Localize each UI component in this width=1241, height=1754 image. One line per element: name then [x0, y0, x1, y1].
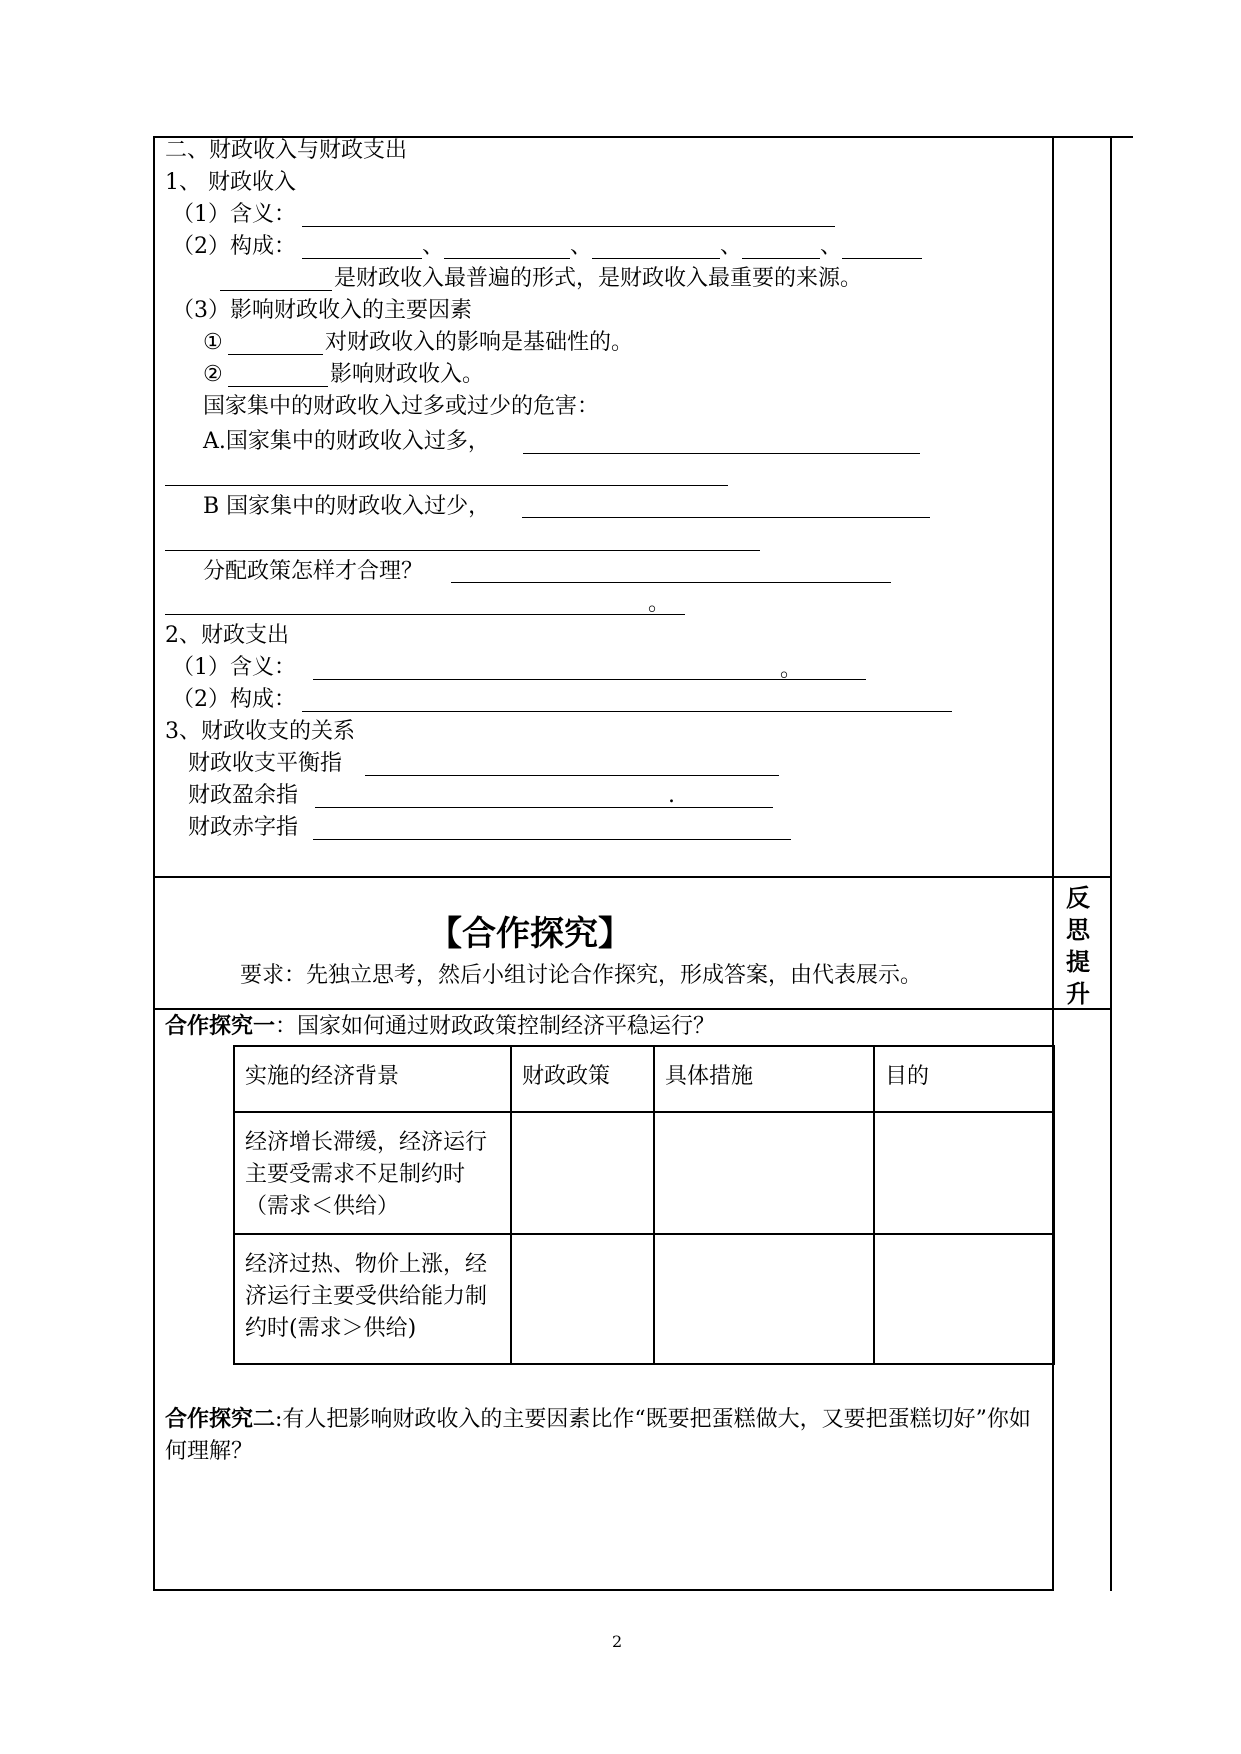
- revenue-composition-label: （2）构成：: [172, 234, 296, 259]
- composition-blank-5: [842, 258, 922, 259]
- harm-b-text: B 国家集中的财政收入过少，: [203, 494, 491, 519]
- table-header-background: 实施的经济背景: [234, 1046, 511, 1112]
- factor1-text: 对财政收入的影响是基础性的。: [325, 330, 634, 355]
- coop-q2-text: :有人把影响财政收入的主要因素比作“既要把蛋糕做大，又要把蛋糕切好”你如何理解？: [165, 1407, 1031, 1464]
- harm-b-blank-2: [165, 550, 760, 551]
- frame-left-line: [153, 136, 155, 1591]
- balance-label: 财政收支平衡指: [188, 751, 343, 776]
- side-label-char: 思: [1066, 916, 1090, 944]
- coop-q2: [165, 1403, 1045, 1468]
- frame-section-divider-2: [153, 1008, 1112, 1010]
- composition-blank-3: [592, 258, 720, 259]
- coop-requirement: 要求：先独立思考，然后小组讨论合作探究，形成答案，由代表展示。: [240, 963, 923, 988]
- side-label-char: 反: [1066, 884, 1090, 912]
- composition-blank-2: [444, 258, 570, 259]
- coop-q1-text: ：国家如何通过财政政策控制经济平稳运行？: [275, 1014, 716, 1039]
- composition-sep-3: 、: [720, 234, 743, 259]
- expenditure-period: 。: [780, 657, 803, 682]
- table-header-purpose: 目的: [874, 1046, 1054, 1112]
- revenue-meaning-blank: [302, 226, 835, 227]
- composition-blank-1: [302, 258, 422, 259]
- expenditure-composition-blank: [302, 711, 952, 712]
- coop-q2-label: 合作探究二: [165, 1406, 276, 1432]
- policy-question: 分配政策怎样才合理？: [203, 559, 424, 584]
- side-label: [1056, 882, 1100, 1010]
- deficit-blank: [313, 839, 791, 840]
- surplus-blank: [315, 807, 773, 808]
- coop-q1-label: 合作探究一: [165, 1013, 276, 1039]
- factor1-mark: ①: [203, 330, 223, 355]
- policy-blank-1: [451, 582, 891, 583]
- page-number: 2: [612, 1632, 623, 1651]
- factor2-blank: [228, 386, 328, 387]
- expenditure-title: 2、财政支出: [165, 623, 289, 648]
- factor2-text: 影响财政收入。: [330, 362, 485, 387]
- frame-right-line: [1110, 136, 1112, 1591]
- most-common-text: 是财政收入最普遍的形式，是财政收入最重要的来源。: [334, 266, 863, 291]
- frame-bottom-line: [153, 1589, 1054, 1591]
- policy-blank-2: [165, 614, 685, 615]
- fiscal-policy-table: [233, 1045, 1055, 1365]
- frame-section-divider-1: [153, 876, 1112, 878]
- table-cell-background-2: 经济过热、物价上涨，经济运行主要受供给能力制约时(需求＞供给): [234, 1234, 511, 1364]
- most-common-blank: [220, 290, 332, 291]
- harm-a-blank-2: [165, 485, 728, 486]
- composition-sep-1: 、: [422, 234, 445, 259]
- factors-title: （3）影响财政收入的主要因素: [172, 298, 472, 323]
- composition-sep-2: 、: [570, 234, 593, 259]
- expenditure-composition-label: （2）构成：: [172, 687, 296, 712]
- deficit-label: 财政赤字指: [188, 815, 299, 840]
- side-label-char: 升: [1066, 980, 1090, 1008]
- expenditure-meaning-label: （1）含义：: [172, 655, 296, 680]
- table-cell-purpose-2: [874, 1234, 1054, 1364]
- table-cell-background-1: 经济增长滞缓，经济运行主要受需求不足制约时（需求＜供给）: [234, 1112, 511, 1234]
- table-cell-measures-2: [654, 1234, 874, 1364]
- side-label-char: 提: [1066, 948, 1090, 976]
- factor1-blank: [228, 354, 323, 355]
- composition-sep-4: 、: [820, 234, 843, 259]
- table-header-policy: 财政政策: [511, 1046, 654, 1112]
- coop-title: 【合作探究】: [428, 914, 632, 954]
- table-cell-policy-2: [511, 1234, 654, 1364]
- table-cell-purpose-1: [874, 1112, 1054, 1234]
- revenue-title: 1、 财政收入: [165, 170, 296, 195]
- surplus-label: 财政盈余指: [188, 783, 299, 808]
- surplus-dot: .: [668, 783, 675, 808]
- coop-q1: [165, 1012, 715, 1041]
- section-heading: 二、财政收入与财政支出: [165, 138, 408, 163]
- harm-a-text: A.国家集中的财政收入过多，: [203, 429, 490, 454]
- relation-title: 3、财政收支的关系: [165, 719, 355, 744]
- composition-blank-4: [742, 258, 820, 259]
- harm-a-blank-1: [523, 453, 920, 454]
- table-header-measures: 具体措施: [654, 1046, 874, 1112]
- harm-title: 国家集中的财政收入过多或过少的危害：: [203, 394, 600, 419]
- table-cell-policy-1: [511, 1112, 654, 1234]
- balance-blank: [365, 775, 779, 776]
- table-cell-measures-1: [654, 1112, 874, 1234]
- revenue-meaning-label: （1）含义：: [172, 202, 296, 227]
- factor2-mark: ②: [203, 362, 223, 387]
- frame-mid-line: [1052, 136, 1054, 1591]
- harm-b-blank-1: [522, 517, 930, 518]
- policy-period: 。: [648, 591, 671, 616]
